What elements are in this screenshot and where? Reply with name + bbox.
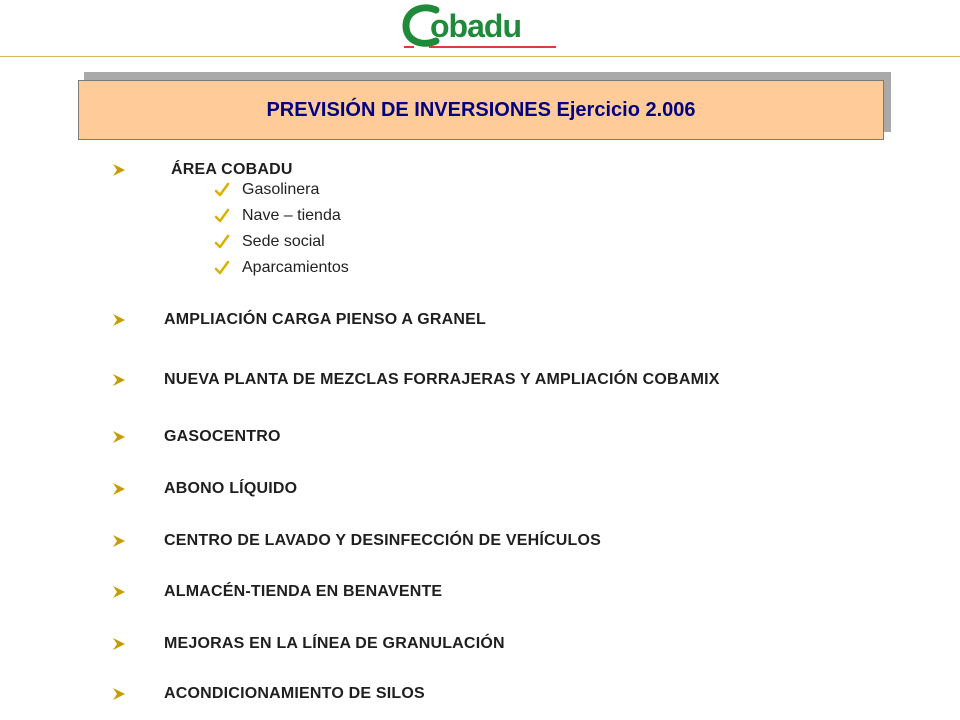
arrow-bullet-icon	[112, 637, 126, 651]
header	[0, 0, 960, 57]
arrow-bullet-icon	[112, 373, 126, 387]
check-icon	[214, 208, 230, 224]
list-item-label: CENTRO DE LAVADO Y DESINFECCIÓN DE VEHÍCULOS	[164, 532, 601, 549]
sub-item-label: Gasolinera	[242, 181, 320, 198]
list-item-label: ACONDICIONAMIENTO DE SILOS	[164, 685, 425, 702]
sub-item-gasolinera	[214, 179, 319, 201]
sub-item-nave-tienda	[214, 205, 341, 227]
list-item-mejoras-granulacion	[112, 633, 505, 655]
arrow-bullet-icon	[112, 687, 126, 701]
arrow-bullet-icon	[112, 585, 126, 599]
check-icon	[214, 234, 230, 250]
list-item-ampliacion-carga	[112, 309, 486, 331]
sub-item-aparcamientos	[214, 257, 349, 279]
list-item-label: MEJORAS EN LA LÍNEA DE GRANULACIÓN	[164, 635, 505, 652]
list-item-centro-lavado	[112, 530, 601, 552]
list-item-label: AMPLIACIÓN CARGA PIENSO A GRANEL	[164, 311, 486, 328]
check-icon	[214, 182, 230, 198]
sub-item-label: Aparcamientos	[242, 259, 349, 276]
sub-item-label: Nave – tienda	[242, 207, 341, 224]
arrow-bullet-icon	[112, 313, 126, 327]
slide-title: PREVISIÓN DE INVERSIONES Ejercicio 2.006	[266, 98, 696, 121]
list-item-label: NUEVA PLANTA DE MEZCLAS FORRAJERAS Y AMPLIACIÓN COBAMIX	[164, 371, 720, 388]
list-item-label: ÁREA COBADU	[171, 161, 293, 178]
list-item-label: ABONO LÍQUIDO	[164, 480, 298, 497]
list-item-almacen-tienda	[112, 581, 442, 603]
arrow-bullet-icon	[112, 163, 126, 177]
list-item-gasocentro	[112, 426, 281, 448]
list-item-label: GASOCENTRO	[164, 428, 281, 445]
check-icon	[214, 260, 230, 276]
list-item-nueva-planta	[112, 369, 720, 391]
list-item-abono-liquido	[112, 478, 297, 500]
title-box	[78, 80, 884, 140]
arrow-bullet-icon	[112, 534, 126, 548]
arrow-bullet-icon	[112, 482, 126, 496]
list-item-area-cobadu	[112, 159, 293, 181]
list-item-label: ALMACÉN-TIENDA EN BENAVENTE	[164, 583, 443, 600]
header-divider	[0, 56, 960, 57]
svg-text:obadu: obadu	[430, 8, 521, 44]
cobadu-logo	[398, 2, 563, 50]
list-item-acondicionamiento-silos	[112, 683, 425, 705]
arrow-bullet-icon	[112, 430, 126, 444]
sub-item-label: Sede social	[242, 233, 325, 250]
sub-item-sede-social	[214, 231, 325, 253]
